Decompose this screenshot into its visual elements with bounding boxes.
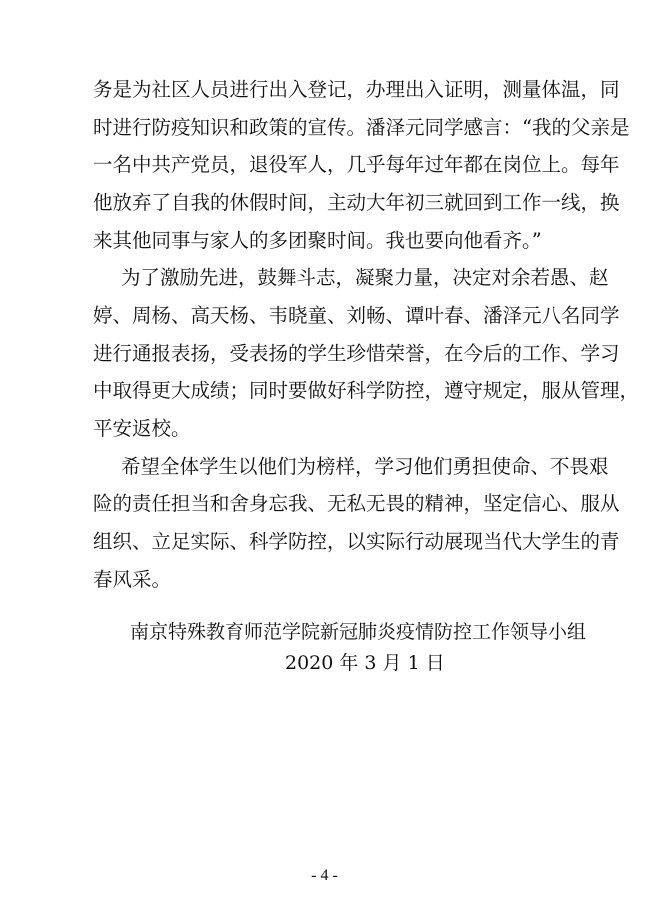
- signature-date: 2020 年 3 月 1 日: [285, 652, 445, 674]
- paragraph-3-line-2: 险的责任担当和舍身忘我、无私无畏的精神，坚定信心、服从: [93, 492, 620, 515]
- signature-organization: 南京特殊教育师范学院新冠肺炎疫情防控工作领导小组: [130, 621, 587, 643]
- paragraph-3-line-3: 组织、立足实际、科学防控，以实际行动展现当代大学生的青: [93, 530, 620, 553]
- paragraph-1-line-5: 来其他同事与家人的多团聚时间。我也要向他看齐。”: [93, 229, 542, 252]
- page-number: - 4 -: [311, 867, 338, 884]
- paragraph-3-line-1: 希望全体学生以他们为榜样，学习他们勇担使命、不畏艰: [121, 455, 609, 478]
- paragraph-2-line-4: 中取得更大成绩；同时要做好科学防控，遵守规定，服从管理，: [93, 379, 640, 402]
- paragraph-1-line-4: 他放弃了自我的休假时间，主动大年初三就回到工作一线，换: [93, 191, 620, 214]
- paragraph-1-line-2: 时进行防疫知识和政策的宣传。潘泽元同学感言：“我的父亲是: [93, 116, 630, 139]
- paragraph-2-line-5: 平安返校。: [93, 417, 191, 440]
- paragraph-2-line-1: 为了激励先进，鼓舞斗志，凝聚力量，决定对余若愚、赵: [121, 266, 609, 289]
- paragraph-2-line-2: 婷、周杨、高天杨、韦晓童、刘畅、谭叶春、潘泽元八名同学: [93, 304, 620, 327]
- paragraph-3-line-4: 春风采。: [93, 568, 172, 591]
- paragraph-1-line-1: 务是为社区人员进行出入登记，办理出入证明，测量体温，同: [93, 78, 620, 101]
- paragraph-1-line-3: 一名中共产党员，退役军人，几乎每年过年都在岗位上。每年: [93, 153, 620, 176]
- paragraph-2-line-3: 进行通报表扬，受表扬的学生珍惜荣誉，在今后的工作、学习: [93, 342, 620, 365]
